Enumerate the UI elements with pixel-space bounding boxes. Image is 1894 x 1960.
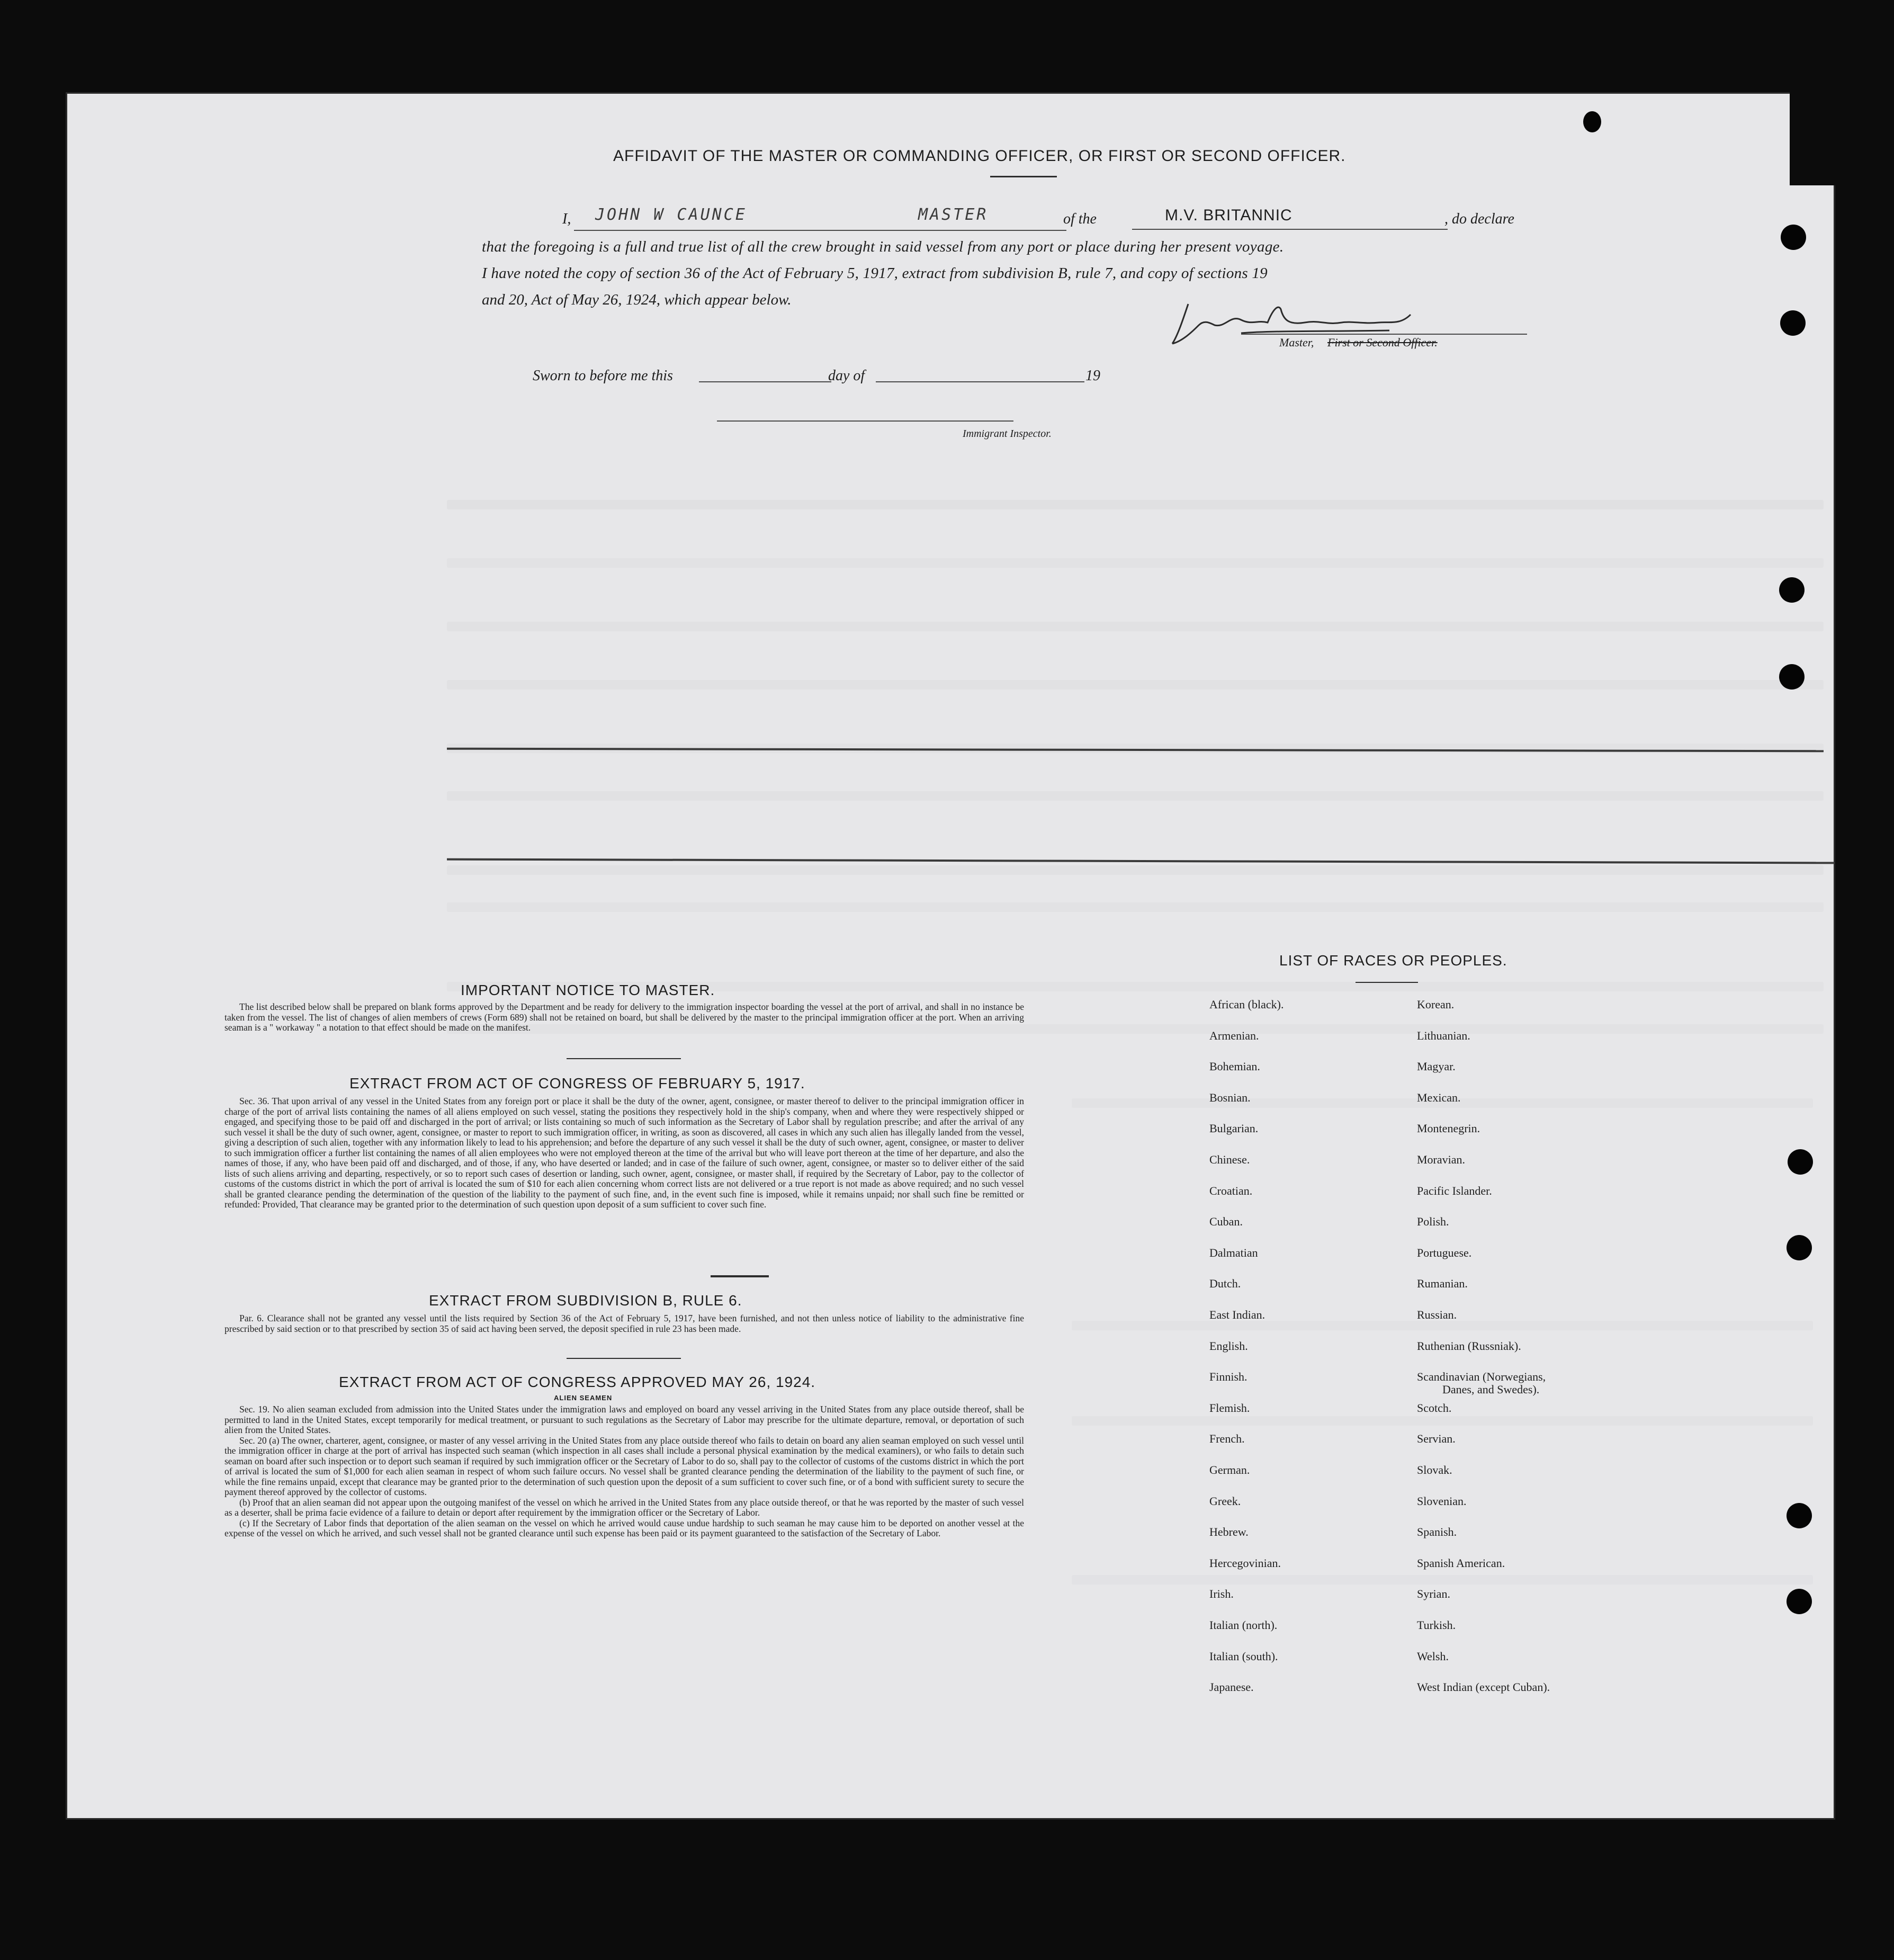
signature-line: [1241, 334, 1527, 335]
race-item: Slovak.: [1417, 1463, 1452, 1476]
sec-20a-paragraph: Sec. 20 (a) The owner, charterer, agent, consignee, or master of any vessel arriving in the United States from any place outside thereof who fails to detain on board any alien seaman employed on such vessel until the immigration officer in charge at the port of arrival has inspected such seaman (which inspection in all cases shall include a personal physical examination by the medical examiners), or who fails to detain such seaman on board after such inspection or to deport such seaman if required by such immigration officer or the Secretary of Labor to do so, shall pay to the collector of customs of the customs district in which the port of arrival is located the sum of $1,000 for each alien seaman in respect of whom such failure occurs. No vessel shall be granted clearance pending the determination of the liability to the payment of such fine, or while the fine remains unpaid, except that clearance may be granted prior to the determination of such question upon the deposit of a sum sufficient to cover such fine, or of a bond with sufficient surety to secure the payment thereof approved by the collector of customs.: [225, 1435, 1024, 1497]
races-title: LIST OF RACES OR PEOPLES.: [1279, 952, 1507, 969]
strike-line: [447, 858, 1834, 864]
bleed-through-row: [447, 902, 1824, 912]
section-divider: [567, 1358, 681, 1359]
punch-hole: [1788, 1149, 1813, 1175]
section-divider: [567, 1058, 681, 1059]
race-item: Danes, and Swedes).: [1442, 1383, 1540, 1397]
affidavit-title: AFFIDAVIT OF THE MASTER OR COMMANDING OFFICER, OR FIRST OR SECOND OFFICER.: [613, 147, 1346, 165]
affidavit-line-3: I have noted the copy of section 36 of the Act of February 5, 1917, extract from subdivision B, rule 7, and copy of sections 19: [482, 265, 1268, 282]
sworn-month-line: [876, 381, 1084, 382]
race-item: Irish.: [1209, 1587, 1234, 1601]
day-of-label: day of: [828, 368, 865, 384]
race-item: Scotch.: [1417, 1401, 1452, 1415]
race-item: Spanish American.: [1417, 1556, 1505, 1570]
affidavit-i-label: I,: [562, 211, 571, 227]
race-item: Pacific Islander.: [1417, 1184, 1492, 1197]
vessel-name: M.V. BRITANNIC: [1165, 207, 1292, 224]
bleed-through-row: [1072, 1416, 1813, 1426]
race-item: Welsh.: [1417, 1649, 1449, 1663]
extract-1917-title: EXTRACT FROM ACT OF CONGRESS OF FEBRUARY 5, 1917.: [349, 1075, 805, 1091]
race-item: Dalmatian: [1209, 1246, 1258, 1259]
torn-corner: [1790, 79, 1835, 185]
race-item: Armenian.: [1209, 1028, 1259, 1042]
race-item: French.: [1209, 1432, 1245, 1446]
vessel-line: [1132, 229, 1448, 230]
race-item: Italian (south).: [1209, 1649, 1278, 1663]
race-item: East Indian.: [1209, 1308, 1265, 1321]
race-item: Ruthenian (Russniak).: [1417, 1339, 1521, 1353]
race-item: Slovenian.: [1417, 1494, 1467, 1508]
extract-1917-paragraph: Sec. 36. That upon arrival of any vessel in the United States from any foreign port or place it shall be the duty of the owner, agent, consignee, or master thereof to deliver to the principal immigration officer in charge of the port of arrival lists containing the names of all aliens employed on such vessel, stating the positions they respectively hold in the ship's company, when and where they were respectively shipped or engaged, and specifying those to be paid off and discharged in the port of arrival; or lists containing so much of such information as the Secretary of Labor shall by regulation prescribe; and after the arrival of any such vessel it shall be the duty of such owner, agent, consignee, or master to report to such immigration officer, in writing, as soon as discovered, all cases in which any such alien has illegally landed from the vessel, giving a description of such alien, together with any information likely to lead to his apprehension; and before the departure of any such vessel it shall be the duty of such owner, agent, consignee, or master to deliver to such immigration officer a further list containing the names of all alien employees who were not employed thereon at the time of the arrival but who will leave port thereon at the time of her departure, and also the names of those, if any, who have been paid off and discharged, and of those, if any, who have deserted or landed; and in case of the failure of such owner, agent, consignee, or master so to deliver either of the said lists of such aliens arriving and departing, respectively, or so to report such cases of desertion or landing, such owner, agent, consignee, or master shall, if required by the Secretary of Labor, pay to the collector of customs of the customs district in which the port of arrival is located the sum of $10 for each alien concerning whom correct lists are not delivered or a true report is not made as above required; and no such vessel shall be granted clearance pending the determination of the question of the liability to the payment of such fine, and, in the event such fine is imposed, while it remains unpaid; nor shall such fine be remitted or refunded: Provided, That clearance may be granted prior to the determination of such question upon deposit of a sum sufficient to cover such fine.: [225, 1096, 1024, 1210]
race-item: Lithuanian.: [1417, 1028, 1470, 1042]
race-item: Servian.: [1417, 1432, 1456, 1446]
master-rank: MASTER: [918, 205, 989, 224]
extract-1917-text: [225, 1096, 1024, 1210]
race-item: Spanish.: [1417, 1525, 1457, 1539]
document-page: [66, 92, 1835, 1820]
race-item: Russian.: [1417, 1308, 1457, 1321]
affidavit-line-4: and 20, Act of May 26, 1924, which appear below.: [482, 291, 792, 308]
race-item: Scandinavian (Norwegians,: [1417, 1370, 1546, 1384]
race-item: Cuban.: [1209, 1215, 1243, 1229]
extract-1924-title: EXTRACT FROM ACT OF CONGRESS APPROVED MAY 26, 1924.: [339, 1374, 816, 1390]
race-item: Portuguese.: [1417, 1246, 1472, 1259]
title-underline: [990, 176, 1057, 177]
race-item: Turkish.: [1417, 1618, 1456, 1632]
race-item: Rumanian.: [1417, 1277, 1468, 1291]
inspector-line: [717, 420, 1013, 422]
extract-rule6-text: [225, 1313, 1024, 1334]
race-item: Italian (north).: [1209, 1618, 1278, 1632]
punch-hole: [1787, 1503, 1812, 1528]
race-item: Bosnian.: [1209, 1090, 1251, 1104]
do-declare-label: , do declare: [1444, 211, 1514, 227]
race-item: Croatian.: [1209, 1184, 1253, 1197]
bleed-through-row: [447, 680, 1824, 690]
notice-text: [225, 1002, 1024, 1033]
punch-hole: [1780, 310, 1806, 336]
race-item: Dutch.: [1209, 1277, 1241, 1291]
bleed-through-row: [447, 500, 1824, 509]
of-the-label: of the: [1063, 211, 1097, 227]
punch-hole: [1779, 664, 1805, 690]
ink-blot: [1583, 111, 1601, 132]
race-item: Finnish.: [1209, 1370, 1247, 1384]
race-item: Mexican.: [1417, 1090, 1461, 1104]
bleed-through-row: [447, 622, 1824, 631]
sworn-label: Sworn to before me this: [533, 368, 673, 384]
race-item: Hercegovinian.: [1209, 1556, 1281, 1570]
race-item: Polish.: [1417, 1215, 1449, 1229]
race-item: Hebrew.: [1209, 1525, 1249, 1539]
master-name: JOHN W CAUNCE: [595, 205, 747, 224]
bleed-through-row: [1072, 1575, 1813, 1585]
extract-rule6-title: EXTRACT FROM SUBDIVISION B, RULE 6.: [429, 1292, 742, 1309]
race-item: Bulgarian.: [1209, 1122, 1259, 1135]
bleed-through-row: [1072, 1321, 1813, 1330]
sec-20c-paragraph: (c) If the Secretary of Labor finds that deportation of the alien seaman on the vessel on which he arrived would cause undue hardship to such seaman he may cause him to be deported on another vessel at the expense of the vessel on which he arrived, and such vessel shall not be granted clearance until such expense has been paid or its payment guaranteed to the satisfaction of the Secretary of Labor.: [225, 1517, 1024, 1538]
race-item: Japanese.: [1209, 1680, 1254, 1694]
race-item: Magyar.: [1417, 1060, 1456, 1073]
bleed-through-row: [447, 865, 1824, 875]
inspector-label: Immigrant Inspector.: [963, 428, 1052, 440]
sec-19-paragraph: Sec. 19. No alien seaman excluded from admission into the United States under the immigration laws and employed on board any vessel arriving in the United States from any place outside thereof, shall be permitted to land in the United States, except temporarily for medical treatment, or pursuant to such regulations as the Secretary of Labor may prescribe for the ultimate departure, removal, or deportation of such alien from the United States.: [225, 1404, 1024, 1435]
section-divider: [711, 1275, 769, 1277]
race-item: Syrian.: [1417, 1587, 1450, 1601]
name-line: [574, 230, 1066, 231]
notice-title: IMPORTANT NOTICE TO MASTER.: [461, 982, 715, 998]
signature-caption-struck: First or Second Officer.: [1327, 336, 1438, 349]
race-item: German.: [1209, 1463, 1250, 1476]
extract-rule6-paragraph: Par. 6. Clearance shall not be granted any vessel until the lists required by Section 36 of the Act of February 5, 1917, have been furnished, and not then unless notice of liability to the administrative fine prescribed by said section or to that prescribed by section 35 of said act having been served, the deposit specified in rule 23 has been made.: [225, 1313, 1024, 1334]
sworn-day-line: [699, 381, 831, 382]
race-item: Korean.: [1417, 998, 1455, 1011]
signature-caption-master: Master,: [1279, 336, 1314, 349]
year-label: 19: [1085, 368, 1100, 384]
affidavit-line-2: that the foregoing is a full and true list of all the crew brought in said vessel from any port or place during her present voyage.: [482, 238, 1284, 255]
race-item: African (black).: [1209, 998, 1284, 1011]
punch-hole: [1787, 1235, 1812, 1260]
race-item: Flemish.: [1209, 1401, 1250, 1415]
race-item: English.: [1209, 1339, 1248, 1353]
bleed-through-row: [447, 791, 1824, 801]
sec-20b-paragraph: (b) Proof that an alien seaman did not appear upon the outgoing manifest of the vessel on which he arrived in the United States from any place outside thereof, or that he was reported by the master of such vessel as a deserter, shall be prima facie evidence of a failure to detain or deport after requirement by the immigration officer or the Secretary of Labor.: [225, 1497, 1024, 1518]
extract-1924-text: [225, 1404, 1024, 1539]
alien-seamen-subtitle: ALIEN SEAMEN: [554, 1394, 613, 1402]
race-item: West Indian (except Cuban).: [1417, 1680, 1550, 1694]
race-item: Moravian.: [1417, 1153, 1466, 1166]
race-item: Greek.: [1209, 1494, 1241, 1508]
punch-hole: [1779, 577, 1805, 603]
race-item: Montenegrin.: [1417, 1122, 1480, 1135]
punch-hole: [1787, 1589, 1812, 1614]
punch-hole: [1781, 225, 1806, 250]
race-item: Chinese.: [1209, 1153, 1250, 1166]
notice-paragraph: The list described below shall be prepared on blank forms approved by the Department and be ready for delivery to the immigration inspector boarding the vessel at the port of arrival, and shall in no instance be taken from the vessel. The list of changes of alien members of crews (Form 689) shall not be retained on board, but shall be delivered by the master to the principal immigration officer at the port. When an arriving seaman is a " workaway " a notation to that effect should be made on the manifest.: [225, 1001, 1024, 1033]
race-item: Bohemian.: [1209, 1060, 1260, 1073]
bleed-through-row: [447, 558, 1824, 568]
races-divider: [1356, 982, 1418, 983]
